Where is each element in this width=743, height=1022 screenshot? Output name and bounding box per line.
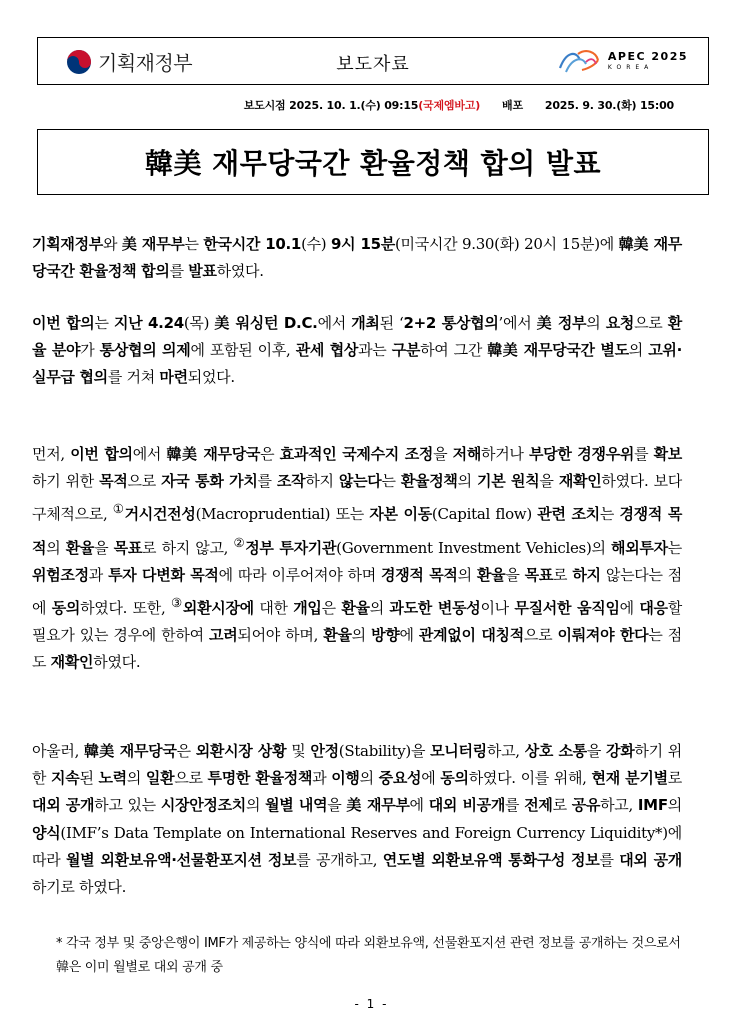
text: 하고 있는: [94, 796, 161, 815]
bold-text: 환율 분야: [32, 314, 682, 360]
bold-text: 韓美 재무당국간 별도: [487, 341, 629, 360]
text: 하고,: [600, 796, 638, 815]
bold-text: 시장안정조치: [160, 796, 246, 815]
paragraph-2: [32, 310, 682, 392]
bold-text: 관련 조치: [537, 505, 600, 524]
text: (수): [301, 235, 332, 253]
text: (IMF’s Data Template on International Reserves and Foreign Currency Liquidity*)에 따라: [32, 823, 682, 869]
text: 과: [88, 565, 109, 584]
bold-text: 韓美 재무당국: [84, 742, 177, 760]
text: 을: [433, 445, 453, 463]
bold-text: 정부 투자기관: [245, 538, 337, 557]
bold-text: 부당한 경쟁우위: [528, 445, 635, 463]
bold-text: 과도한 변동성: [389, 599, 481, 618]
text: (미국시간 9.30(화) 20시 15분)에: [394, 235, 619, 253]
apec-logo: [556, 46, 688, 76]
text: 의: [457, 565, 477, 584]
text: (Stability)을: [338, 742, 431, 760]
text: 을: [539, 472, 559, 491]
bold-text: 않는다: [338, 472, 382, 491]
text: 되어야 하며,: [237, 626, 324, 645]
bold-text: 환율정책: [400, 472, 458, 491]
bold-text: 개입: [293, 599, 322, 618]
bold-text: 美 워싱턴 D.C.: [214, 314, 318, 332]
text: 을: [327, 796, 347, 815]
bold-text: 거시건전성: [124, 505, 196, 524]
text: 에: [619, 599, 640, 618]
text: 하지: [305, 472, 339, 491]
text: 대한: [253, 599, 294, 618]
text: 및: [286, 742, 311, 760]
bold-text: 대외 공개: [619, 850, 682, 869]
bold-text: 월별 외환보유액·선물환포지션 정보: [65, 850, 297, 869]
text: (Capital flow): [431, 505, 538, 524]
text: 로 하지 않고,: [142, 538, 234, 557]
apec-emblem-icon: [556, 46, 602, 76]
text: 을: [505, 565, 525, 584]
text: 에: [409, 796, 429, 815]
text: 는 점도: [32, 626, 682, 672]
title-box: [37, 129, 709, 195]
apec-title: APEC 2025: [607, 50, 688, 63]
text: 된: [79, 769, 99, 788]
bold-text: IMF: [637, 796, 668, 815]
text: 은: [176, 742, 196, 760]
bold-text: 이번 합의: [32, 314, 95, 332]
bold-text: 방향: [371, 626, 400, 645]
bold-text: 개최: [351, 314, 380, 332]
doc-type-label: 보도자료: [336, 54, 410, 75]
text: 된 ‘: [379, 314, 404, 332]
text: 는: [184, 235, 204, 253]
bold-text: 확보: [653, 445, 682, 463]
bold-text: 기본 원칙: [477, 472, 540, 491]
bold-text: 경쟁적 목적: [381, 565, 458, 584]
text: 를 거쳐: [107, 368, 160, 387]
bold-text: 목적: [99, 472, 128, 491]
text: 를: [599, 850, 620, 869]
text: 로: [667, 769, 682, 788]
text: 먼저,: [32, 445, 71, 463]
bold-text: 발표: [188, 262, 217, 281]
text: 에 포함된 이후,: [190, 341, 296, 360]
text: ’에서: [498, 314, 537, 332]
bold-text: 환율: [476, 565, 506, 584]
bold-text: 통상협의 의제: [99, 341, 191, 360]
text: 의: [369, 599, 390, 618]
apec-subtitle: KOREA: [607, 64, 654, 71]
page-number: - 1 -: [354, 997, 389, 1011]
bold-text: 美 재무부: [121, 235, 185, 253]
text: 는: [381, 472, 401, 491]
distribution-time: 2025. 9. 30.(화) 15:00: [544, 99, 674, 112]
bold-text: 9시 15분: [331, 235, 395, 253]
bold-text: 마련: [159, 368, 188, 387]
text: 으로: [174, 769, 208, 788]
bold-text: 한국시간 10.1: [203, 235, 302, 253]
text: 이나: [480, 599, 515, 618]
paragraph-3: [32, 441, 682, 677]
text: 를: [505, 796, 525, 815]
text: 은: [260, 445, 280, 463]
page-title: 韓美 재무당국간 환율정책 합의 발표: [144, 147, 602, 180]
bold-text: 노력: [98, 769, 127, 788]
bold-text: 외환시장 상황: [195, 742, 287, 760]
text: 를: [634, 445, 654, 463]
bold-text: 중요성: [378, 769, 422, 788]
text: 으로: [523, 626, 558, 645]
bold-text: 구분: [391, 341, 421, 360]
text: 아울러,: [32, 742, 84, 760]
text: 하였다.: [93, 653, 141, 672]
bold-text: 외환시장에: [182, 599, 254, 618]
text: 하고,: [486, 742, 525, 760]
bold-text: 자본 이동: [369, 505, 432, 524]
bold-text: 하지: [572, 565, 601, 584]
text: 를: [257, 472, 277, 491]
bold-text: 무질서한 움직임: [514, 599, 620, 618]
text: 과는: [358, 341, 392, 360]
text: 하였다.: [216, 262, 264, 281]
bold-text: 환율: [65, 538, 95, 557]
bold-text: 안정: [310, 742, 339, 760]
bold-text: 월별 내역: [265, 796, 328, 815]
bold-text: 위험조정: [32, 565, 89, 584]
text: 하였다. 또한,: [80, 599, 171, 618]
bold-text: 효과적인 국제수지 조정: [279, 445, 434, 463]
bold-text: 전제: [524, 796, 553, 815]
bold-text: 동의: [440, 769, 469, 788]
text: 를 공개하고,: [296, 850, 383, 869]
bold-text: 요청: [605, 314, 635, 332]
bold-text: 美 재무부: [346, 796, 410, 815]
bold-text: 韓美 재무당국: [166, 445, 261, 463]
text: (Macroprudential) 또는: [195, 505, 370, 524]
text: 는: [667, 538, 682, 557]
bold-text: 강화: [606, 742, 635, 760]
text: 의: [586, 314, 606, 332]
text: (목): [183, 314, 215, 332]
circled-number: ②: [233, 534, 246, 550]
release-info: [244, 97, 674, 113]
text: 은: [321, 599, 342, 618]
paragraph-1: [32, 231, 682, 285]
embargo-notice: (국제엠바고): [418, 99, 481, 112]
bold-text: 모니터링: [430, 742, 487, 760]
bold-text: 이번 합의: [70, 445, 133, 463]
bold-text: 대외 공개: [32, 796, 95, 815]
text: 의: [628, 341, 649, 360]
text: 으로: [127, 472, 162, 491]
text: 의: [351, 626, 372, 645]
bold-text: 조작: [276, 472, 306, 491]
text: 하였다. 이를 위해,: [468, 769, 592, 788]
text: 는: [94, 314, 114, 332]
header-box: [37, 37, 709, 85]
text: 하거나: [481, 445, 529, 463]
circled-number: ③: [170, 595, 183, 611]
bold-text: 이행: [331, 769, 360, 788]
text: 할 필요가 있는 경우에 한하여: [32, 599, 682, 645]
bold-text: 목표: [524, 565, 554, 584]
bold-text: 재확인: [558, 472, 602, 491]
bold-text: 대외 비공개: [428, 796, 506, 815]
bold-text: 관계없이 대칭적: [418, 626, 524, 645]
text: 에서: [132, 445, 167, 463]
paragraph-4: [32, 738, 682, 901]
text: 의: [245, 796, 266, 815]
bold-text: 일환: [145, 769, 175, 788]
bold-text: 2+2 통상협의: [403, 314, 499, 332]
bold-text: 환율: [323, 626, 352, 645]
bold-text: 연도별 외환보유액 통화구성 정보: [382, 850, 600, 869]
text: 하기 위한: [32, 742, 682, 788]
bold-text: 지속: [51, 769, 80, 788]
bold-text: 상호 소통: [524, 742, 587, 760]
bold-text: 해외투자: [611, 538, 668, 557]
bold-text: 美 정부: [536, 314, 587, 332]
text: 가: [80, 341, 100, 360]
bold-text: 투명한 환율정책: [207, 769, 313, 788]
bold-text: 목표: [113, 538, 143, 557]
bold-text: 고려: [209, 626, 238, 645]
text: 에서: [317, 314, 352, 332]
bold-text: 자국 통화 가치: [161, 472, 258, 491]
text: 의: [359, 769, 379, 788]
bold-text: 지난 4.24: [113, 314, 184, 332]
text: 와: [102, 235, 122, 253]
bold-text: 韓美 재무당국간 환율정책 합의: [32, 235, 682, 281]
text: 하였다. 보다 구체적으로,: [32, 472, 682, 524]
text: 의: [667, 796, 682, 815]
text: 의: [126, 769, 146, 788]
text: 에 따라 이루어져야 하며: [218, 565, 382, 584]
bold-text: 관세 협상: [295, 341, 359, 360]
text: (Government Investment Vehicles)의: [336, 538, 612, 557]
text: 에: [421, 769, 441, 788]
bold-text: 저해: [452, 445, 482, 463]
circled-number: ①: [112, 501, 125, 517]
text: 에: [399, 626, 419, 645]
text: 않는다는 점에: [32, 565, 682, 618]
bold-text: 공유: [571, 796, 601, 815]
text: 을: [94, 538, 114, 557]
bold-text: 대응: [639, 599, 668, 618]
bold-text: 현재 분기별: [591, 769, 668, 788]
bold-text: 이뤄져야 한다: [557, 626, 649, 645]
release-label: 보도시점: [243, 99, 286, 112]
text: 를: [169, 262, 189, 281]
bold-text: 기획재정부: [32, 235, 103, 253]
text: 하기 위한: [32, 472, 100, 491]
bold-text: 경쟁적 목적: [32, 505, 683, 557]
distribution-label: 배포: [502, 99, 523, 112]
bold-text: 환율: [341, 599, 370, 618]
text: 을: [586, 742, 607, 760]
text: 과: [312, 769, 332, 788]
text: 의: [46, 538, 66, 557]
text: 하기로 하였다.: [32, 878, 127, 897]
text: 로: [553, 565, 573, 584]
text: 되었다.: [187, 368, 235, 387]
bold-text: 양식: [32, 823, 61, 842]
text: 으로: [634, 314, 668, 332]
text: 하여 그간: [420, 341, 488, 360]
bold-text: 고위·실무급 협의: [32, 341, 682, 387]
bold-text: 동의: [51, 599, 81, 618]
text: 로: [552, 796, 572, 815]
release-time: 2025. 10. 1.(수) 09:15: [289, 99, 419, 112]
bold-text: 재확인: [50, 653, 94, 672]
footnote: * 각국 정부 및 중앙은행이 IMF가 제공하는 양식에 따라 외환보유액, 선물환포지션 관련 정보를 공개하는 것으로서 韓은 이미 월별로 대외 공개 중: [56, 936, 681, 975]
bold-text: 투자 다변화 목적: [108, 565, 219, 584]
text: 의: [457, 472, 478, 491]
text: 는: [599, 505, 620, 524]
ministry-name: 기획재정부: [98, 51, 193, 75]
